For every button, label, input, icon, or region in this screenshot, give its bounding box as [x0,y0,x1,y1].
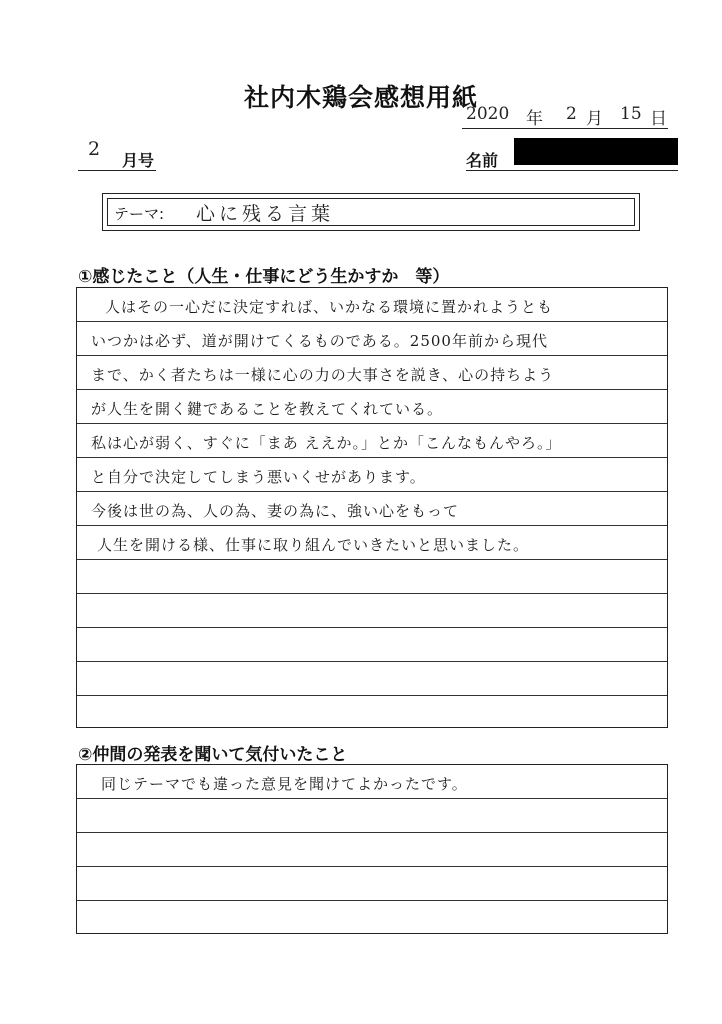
handwritten-line: いつかは必ず、道が開けてくるものである。2500年前から現代 [91,332,548,350]
handwritten-line: 人生を開ける様、仕事に取り組んでいきたいと思いました。 [97,536,530,554]
ruled-line [77,900,667,901]
date-year: 2020 [466,104,510,124]
ruled-line [77,866,667,867]
ruled-line [77,627,667,628]
date-day-label: 日 [650,109,667,129]
ruled-line [77,798,667,799]
handwritten-line: 同じテーマでも違った意見を聞けてよかったです。 [101,775,468,793]
handwritten-line: 人はその一心だに決定すれば、いかなる環境に置かれようとも [105,298,554,316]
date-month: 2 [566,104,577,124]
issue-value: 2 [88,138,101,160]
ruled-line [77,593,667,594]
ruled-line [77,832,667,833]
theme-label: テーマ: [114,205,165,223]
ruled-line [77,457,667,458]
redacted-name [514,138,678,165]
ruled-line [77,661,667,662]
date-month-label: 月 [586,109,603,129]
section1-lines [76,287,668,728]
name-label: 名前 [466,151,499,170]
theme-inner-frame [107,198,635,226]
section2-heading: ②仲間の発表を聞いて気付いたこと [78,745,348,765]
handwritten-line: が人生を開く鍵であることを教えてくれている。 [91,400,444,418]
theme-box [102,193,640,231]
ruled-line [77,525,667,526]
issue-label: 月号 [122,151,155,170]
form-title: 社内木鶏会感想用紙 [243,83,478,112]
ruled-line [77,355,667,356]
date-field [462,104,668,129]
handwritten-line: と自分で決定してしまう悪いくせがあります。 [91,468,426,486]
handwritten-line: 今後は世の為、人の為、妻の為に、強い心をもって [91,502,460,520]
handwritten-line: 私は心が弱く、すぐに「まあ ええか。」とか「こんなもんやろ。」 [91,434,562,452]
ruled-line [77,389,667,390]
section2-lines [76,764,668,934]
ruled-line [77,695,667,696]
date-day: 15 [620,104,642,124]
section1-heading: ①感じたこと（人生・仕事にどう生かすか 等） [78,267,450,287]
ruled-line [77,423,667,424]
theme-value: 心に残る言葉 [196,203,335,225]
handwritten-line: まで、かく者たちは一様に心の力の大事さを説き、心の持ちよう [91,366,555,384]
ruled-line [77,559,667,560]
ruled-line [77,321,667,322]
date-year-label: 年 [526,109,543,129]
issue-field [78,140,156,171]
ruled-line [77,491,667,492]
